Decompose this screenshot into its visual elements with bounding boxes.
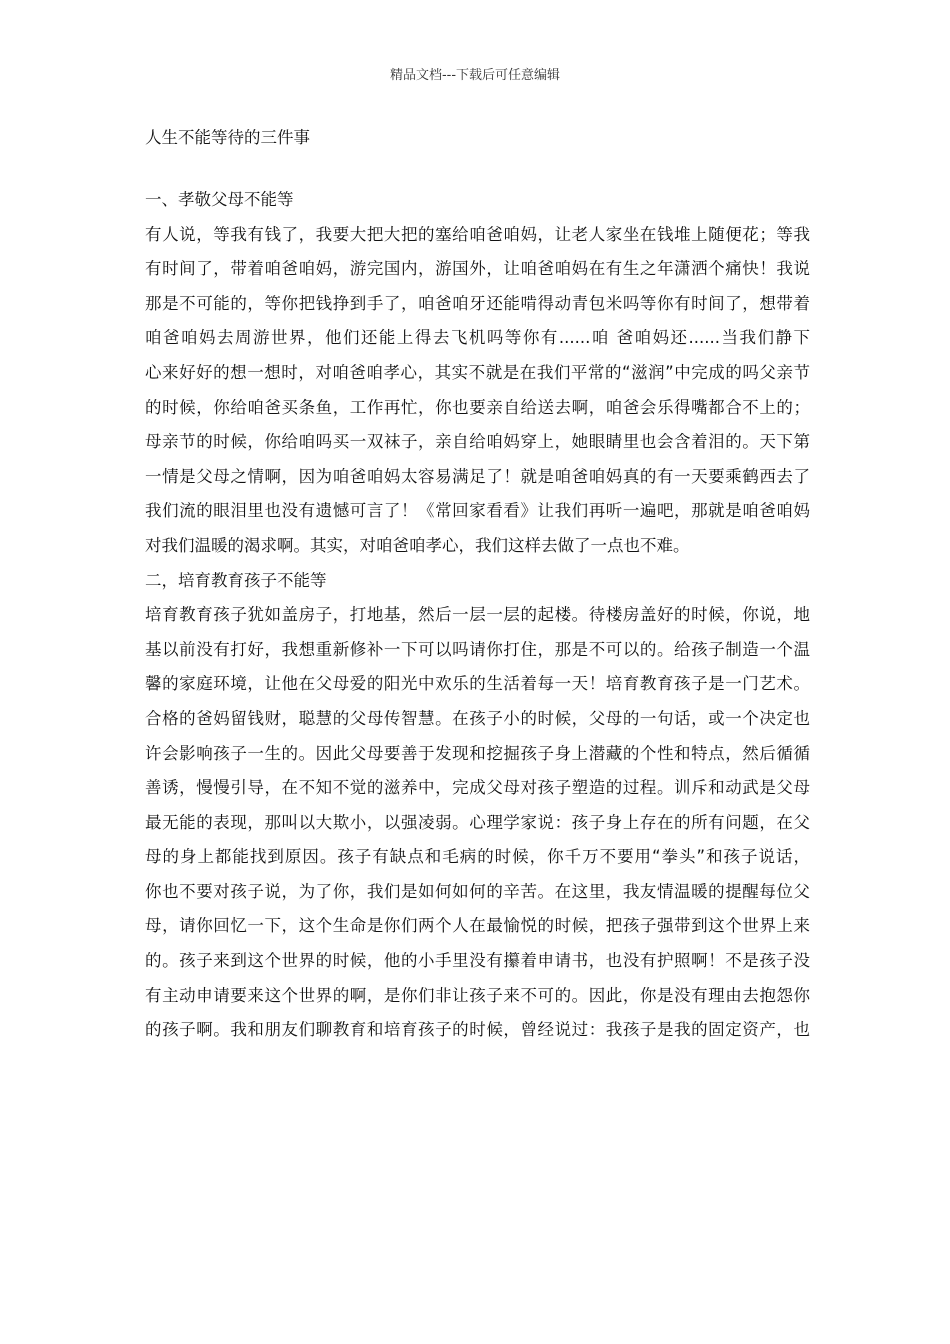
paragraph-line: 有主动申请要来这个世界的啊，是你们非让孩子来不可的。因此，你是没有理由去抱怨你 [145, 985, 810, 1005]
section-heading-1: 一、孝敬父母不能等 [145, 190, 294, 209]
paragraph-line: 心来好好的想一想时，对咱爸咱孝心，其实不就是在我们平常的“滋润”中完成的吗父亲节 [145, 362, 810, 382]
paragraph-line: 的时候，你给咱爸买条鱼，工作再忙，你也要亲自给送去啊，咱爸会乐得嘴都合不上的； [145, 397, 810, 417]
paragraph-line: 许会影响孩子一生的。因此父母要善于发现和挖掘孩子身上潜藏的个性和特点，然后循循 [145, 743, 810, 763]
paragraph-line: 母的身上都能找到原因。孩子有缺点和毛病的时候，你千万不要用“拳头”和孩子说话， [145, 847, 810, 867]
paragraph-line: 合格的爸妈留钱财，聪慧的父母传智慧。在孩子小的时候，父母的一句话，或一个决定也 [145, 708, 810, 728]
paragraph-line: 有时间了，带着咱爸咱妈，游完国内，游国外，让咱爸咱妈在有生之年潇洒个痛快！我说 [145, 259, 810, 279]
document-title: 人生不能等待的三件事 [145, 128, 310, 147]
paragraph-line: 母，请你回忆一下，这个生命是你们两个人在最愉悦的时候，把孩子强带到这个世界上来 [145, 916, 810, 936]
paragraph-line: 母亲节的时候，你给咱吗买一双袜子，亲自给咱妈穿上，她眼睛里也会含着泪的。天下第 [145, 432, 810, 452]
paragraph-line: 的。孩子来到这个世界的时候，他的小手里没有攥着申请书，也没有护照啊！不是孩子没 [145, 951, 810, 971]
section-heading-2: 二，培育教育孩子不能等 [145, 570, 327, 590]
paragraph-line: 馨的家庭环境，让他在父母爱的阳光中欢乐的生活着每一天！培育教育孩子是一门艺术。 [145, 674, 810, 694]
paragraph-line: 对我们温暖的渴求啊。其实，对咱爸咱孝心，我们这样去做了一点也不难。 [145, 535, 690, 555]
paragraph-line: 我们流的眼泪里也没有遗憾可言了！《常回家看看》让我们再听一遍吧，那就是咱爸咱妈 [145, 501, 810, 521]
paragraph-line: 有人说，等我有钱了，我要大把大把的塞给咱爸咱妈，让老人家坐在钱堆上随便花；等我 [145, 224, 810, 244]
paragraph-line: 一情是父母之情啊，因为咱爸咱妈太容易满足了！就是咱爸咱妈真的有一天要乘鹤西去了 [145, 466, 810, 486]
paragraph-line: 基以前没有打好，我想重新修补一下可以吗请你打住，那是不可以的。给孩子制造一个温 [145, 639, 810, 659]
paragraph-line: 咱爸咱妈去周游世界，他们还能上得去飞机吗等你有......咱 爸咱妈还......当我们静下 [145, 328, 810, 348]
paragraph-line: 那是不可能的，等你把钱挣到手了，咱爸咱牙还能啃得动青包米吗等你有时间了，想带着 [145, 293, 810, 313]
paragraph-line: 的孩子啊。我和朋友们聊教育和培育孩子的时候，曾经说过：我孩子是我的固定资产，也 [145, 1020, 810, 1040]
paragraph-line: 培育教育孩子犹如盖房子，打地基，然后一层一层的起楼。待楼房盖好的时候，你说，地 [145, 605, 810, 625]
paragraph-line: 你也不要对孩子说，为了你，我们是如何如何的辛苦。在这里，我友情温暖的提醒每位父 [145, 881, 810, 901]
paragraph-line: 善诱，慢慢引导，在不知不觉的滋养中，完成父母对孩子塑造的过程。训斥和动武是父母 [145, 778, 810, 798]
paragraph-line: 最无能的表现，那叫以大欺小，以强凌弱。心理学家说：孩子身上存在的所有问题，在父 [145, 812, 810, 832]
document-body [145, 183, 810, 1048]
page-header: 精品文档---下载后可任意编辑 [389, 68, 561, 83]
